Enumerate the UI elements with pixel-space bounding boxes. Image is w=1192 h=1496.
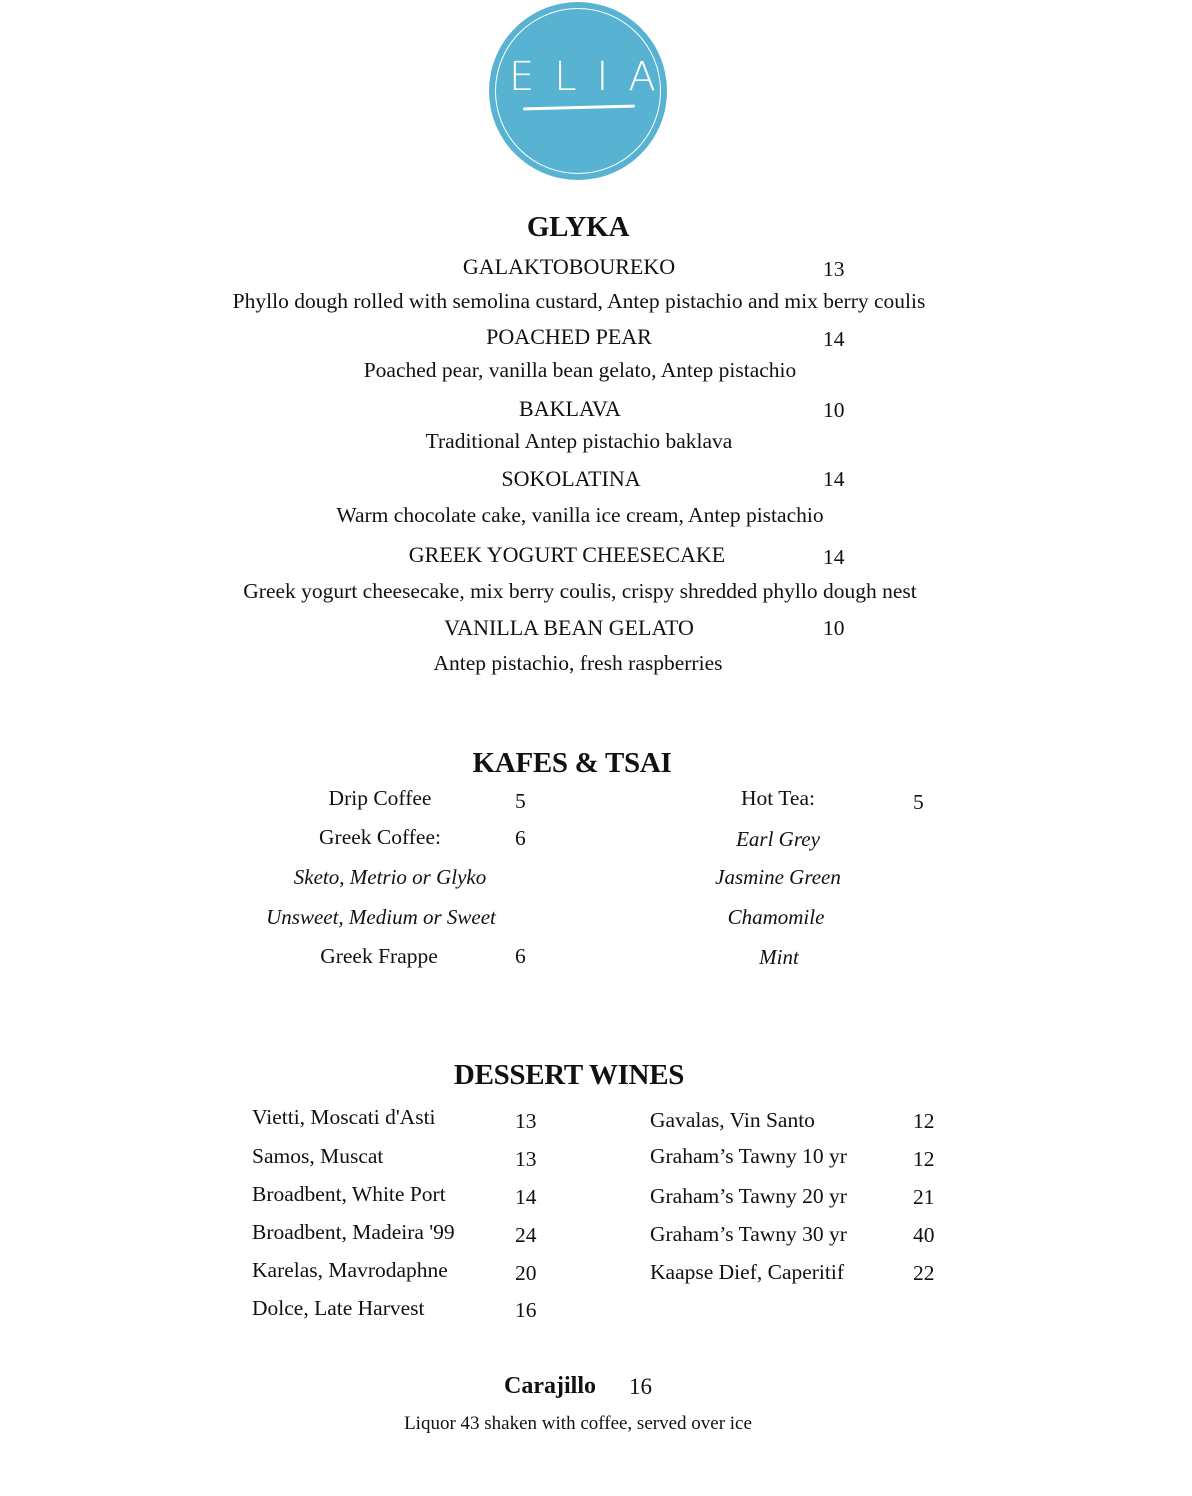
wine-price: 16 [515, 1298, 537, 1322]
glyka-item-price: 10 [823, 398, 845, 422]
glyka-item-price: 14 [823, 327, 845, 351]
wine-name: Karelas, Mavrodaphne [252, 1258, 448, 1282]
tea-option: Earl Grey [736, 827, 820, 851]
logo-text: ELIA [509, 54, 676, 100]
kafes-heading: KAFES & TSAI [472, 747, 672, 779]
wine-name: Broadbent, White Port [252, 1182, 446, 1206]
elia-logo [489, 2, 676, 180]
wine-price: 14 [515, 1185, 537, 1209]
wine-name: Graham’s Tawny 20 yr [650, 1184, 847, 1208]
greek-coffee-price: 6 [515, 826, 526, 850]
glyka-item-price: 14 [823, 467, 845, 491]
hot-tea-price: 5 [913, 790, 924, 814]
glyka-heading: GLYKA [526, 211, 630, 243]
wine-price: 40 [913, 1223, 935, 1247]
wine-price: 12 [913, 1109, 935, 1133]
carajillo-price: 16 [629, 1374, 652, 1399]
glyka-item-desc: Poached pear, vanilla bean gelato, Antep pistachio [363, 358, 797, 382]
wine-price: 13 [515, 1109, 537, 1133]
glyka-item-desc: Greek yogurt cheesecake, mix berry coulis, crispy shredded phyllo dough nest [243, 579, 917, 603]
greek-frappe-name: Greek Frappe [320, 944, 438, 968]
wine-price: 13 [515, 1147, 537, 1171]
wines-heading: DESSERT WINES [453, 1059, 685, 1091]
greek-coffee-name: Greek Coffee: [319, 825, 441, 849]
wine-name: Dolce, Late Harvest [252, 1296, 425, 1320]
glyka-item-desc: Traditional Antep pistachio baklava [425, 429, 733, 453]
wine-name: Graham’s Tawny 10 yr [650, 1144, 847, 1168]
glyka-item-price: 13 [823, 257, 845, 281]
tea-option: Mint [759, 945, 799, 969]
glyka-item-desc: Warm chocolate cake, vanilla ice cream, Antep pistachio [336, 503, 824, 527]
greek-coffee-options: Sketo, Metrio or Glyko [293, 865, 487, 889]
glyka-item-desc: Phyllo dough rolled with semolina custard, Antep pistachio and mix berry coulis [232, 289, 926, 313]
glyka-item-name: GALAKTOBOUREKO [462, 254, 676, 279]
tea-option: Jasmine Green [715, 865, 841, 889]
wine-price: 22 [913, 1261, 935, 1285]
wine-price: 21 [913, 1185, 935, 1209]
tea-option: Chamomile [727, 905, 825, 929]
glyka-item-price: 10 [823, 616, 845, 640]
drip-coffee-price: 5 [515, 789, 526, 813]
wine-name: Vietti, Moscati d'Asti [252, 1105, 436, 1129]
glyka-item-name: POACHED PEAR [486, 324, 652, 349]
hot-tea-name: Hot Tea: [741, 786, 815, 810]
greek-coffee-options-english: Unsweet, Medium or Sweet [266, 905, 496, 929]
glyka-item-name: GREEK YOGURT CHEESECAKE [408, 542, 726, 567]
glyka-item-name: BAKLAVA [519, 396, 621, 421]
carajillo-desc: Liquor 43 shaken with coffee, served over ice [404, 1413, 752, 1434]
carajillo-name: Carajillo [504, 1373, 596, 1399]
wine-name: Samos, Muscat [252, 1144, 384, 1168]
wine-price: 20 [515, 1261, 537, 1285]
wine-price: 24 [515, 1223, 537, 1247]
wine-price: 12 [913, 1147, 935, 1171]
wine-name: Gavalas, Vin Santo [650, 1108, 815, 1132]
glyka-item-name: VANILLA BEAN GELATO [444, 615, 694, 640]
drip-coffee-name: Drip Coffee [328, 786, 432, 810]
glyka-item-price: 14 [823, 545, 845, 569]
greek-frappe-price: 6 [515, 944, 526, 968]
wine-name: Kaapse Dief, Caperitif [650, 1260, 845, 1284]
wine-name: Broadbent, Madeira '99 [252, 1220, 455, 1244]
glyka-item-name: SOKOLATINA [501, 466, 641, 491]
glyka-item-desc: Antep pistachio, fresh raspberries [433, 651, 723, 675]
wine-name: Graham’s Tawny 30 yr [650, 1222, 847, 1246]
